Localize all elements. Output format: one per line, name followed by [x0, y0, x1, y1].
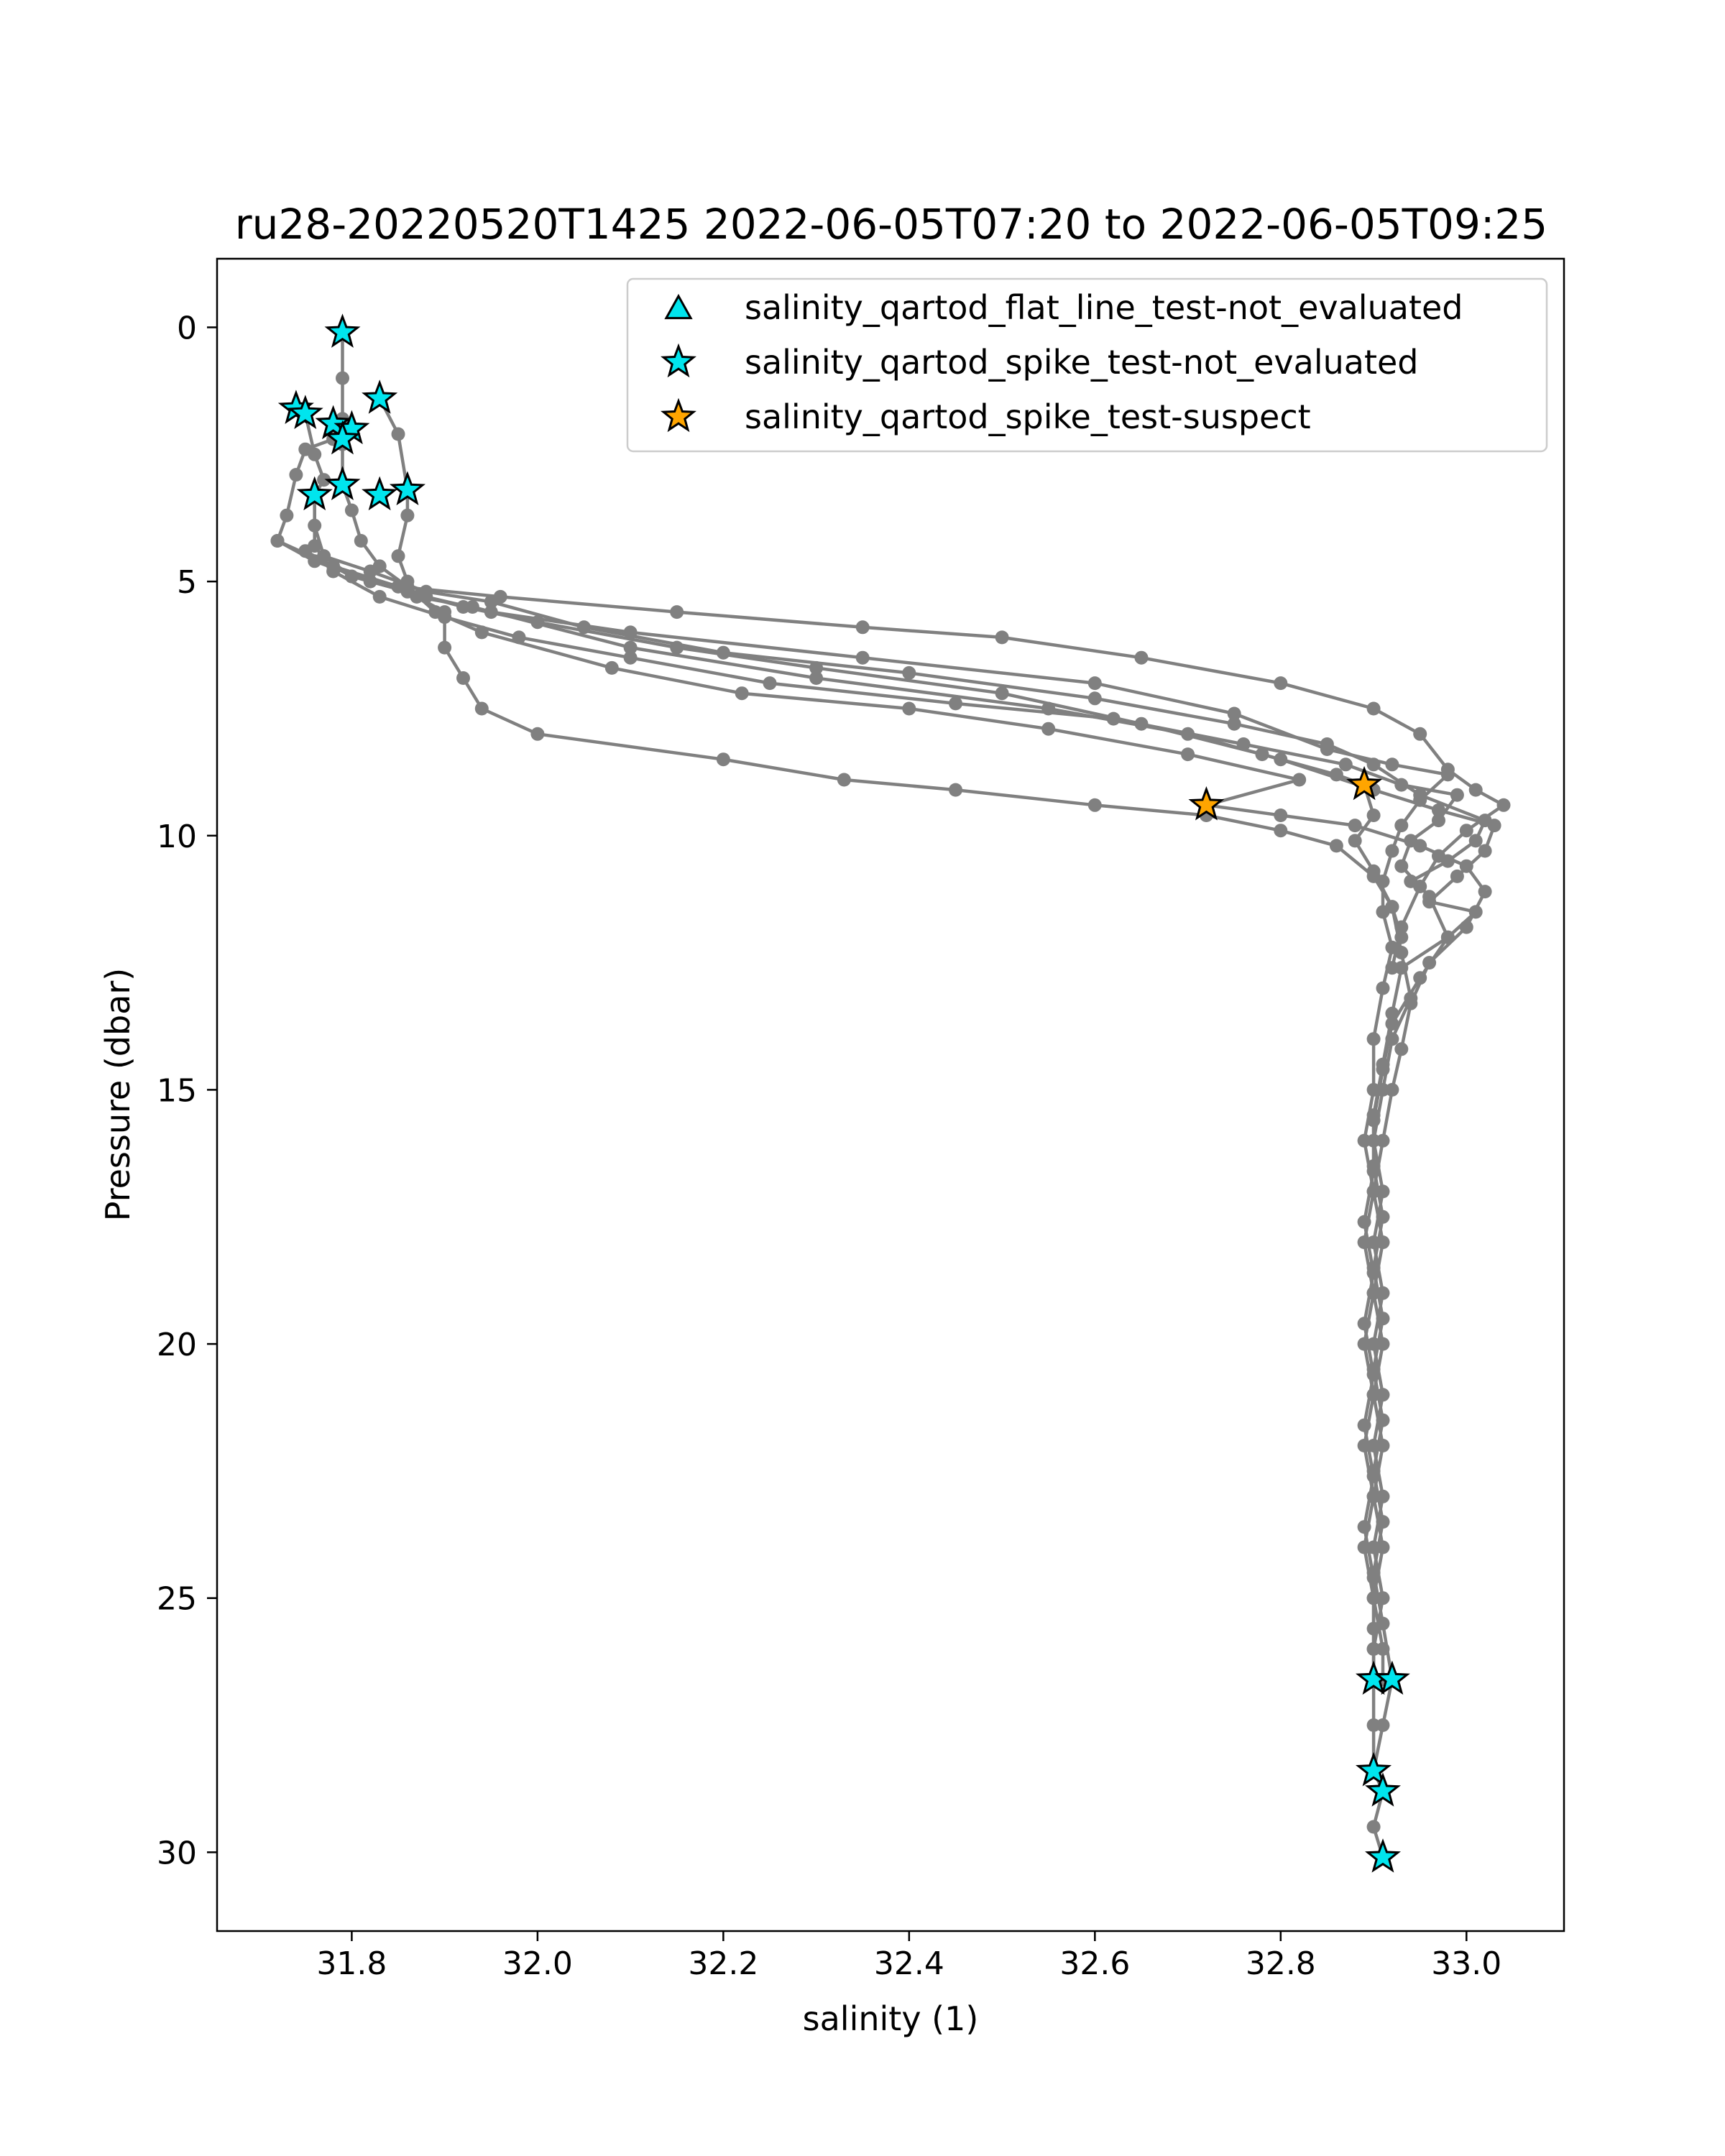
- profile-point: [1422, 890, 1436, 903]
- profile-point: [1385, 1083, 1399, 1097]
- profile-point: [1469, 905, 1483, 918]
- profile-point: [438, 641, 451, 655]
- profile-point: [1358, 1520, 1371, 1534]
- profile-point: [902, 666, 916, 680]
- y-tick-label: 15: [157, 1072, 197, 1110]
- profile-point: [1367, 1490, 1381, 1503]
- profile-point: [530, 615, 544, 629]
- profile-point: [1041, 722, 1055, 736]
- profile-point: [1376, 1515, 1390, 1529]
- profile-point: [1367, 808, 1381, 822]
- profile-point: [1385, 900, 1399, 913]
- x-tick-label: 32.6: [1059, 1945, 1131, 1982]
- profile-point: [1413, 788, 1427, 802]
- profile-point: [1367, 1470, 1381, 1483]
- profile-point: [1478, 844, 1492, 858]
- profile-point: [298, 544, 312, 558]
- profile-point: [438, 605, 451, 619]
- profile-point: [1367, 1820, 1381, 1834]
- profile-point: [1394, 819, 1408, 832]
- profile-point: [456, 671, 470, 685]
- profile-point: [1088, 691, 1102, 705]
- profile-point: [1367, 1368, 1381, 1381]
- profile-point: [1394, 1042, 1408, 1056]
- profile-point: [856, 651, 870, 665]
- profile-point: [373, 590, 387, 604]
- profile-point: [475, 702, 489, 716]
- profile-point: [1292, 773, 1306, 787]
- profile-point: [1339, 757, 1353, 771]
- profile-point: [1376, 1337, 1390, 1351]
- profile-point: [1394, 860, 1408, 873]
- profile-point: [1376, 1718, 1390, 1732]
- profile-point: [512, 630, 526, 644]
- profile-point: [670, 641, 684, 655]
- profile-point: [1422, 956, 1436, 969]
- y-axis-label: Pressure (dbar): [98, 967, 137, 1222]
- profile-point: [280, 509, 293, 522]
- profile-point: [1497, 798, 1511, 812]
- profile-point: [717, 752, 730, 766]
- profile-point: [336, 372, 349, 385]
- profile-point: [1367, 757, 1381, 771]
- profile-point: [1376, 1210, 1390, 1224]
- y-tick-label: 20: [157, 1327, 197, 1364]
- profile-point: [392, 549, 405, 563]
- y-tick-label: 5: [177, 564, 197, 602]
- profile-point: [1041, 702, 1055, 716]
- x-tick-label: 32.8: [1245, 1945, 1316, 1982]
- profile-point: [1376, 982, 1390, 995]
- profile-point: [419, 585, 433, 599]
- profile-point: [809, 661, 823, 675]
- profile-point: [1320, 737, 1334, 751]
- profile-point: [289, 468, 303, 482]
- profile-point: [345, 504, 359, 517]
- profile-point: [1450, 788, 1464, 802]
- profile-point: [995, 630, 1009, 644]
- profile-point: [1358, 1215, 1371, 1229]
- profile-point: [1413, 727, 1427, 741]
- profile-point: [1460, 921, 1473, 934]
- profile-point: [1367, 1113, 1381, 1127]
- profile-point: [1404, 875, 1417, 888]
- profile-point: [1432, 814, 1445, 827]
- profile-point: [1367, 1266, 1381, 1280]
- profile-point: [484, 595, 498, 609]
- y-tick-label: 10: [157, 818, 197, 855]
- profile-point: [475, 625, 489, 639]
- profile-point: [1274, 824, 1287, 837]
- profile-point: [1237, 737, 1251, 751]
- profile-point: [1394, 921, 1408, 934]
- profile-point: [1367, 1032, 1381, 1046]
- profile-point: [1367, 702, 1381, 716]
- profile-point: [949, 696, 962, 710]
- profile-point: [1367, 1622, 1381, 1636]
- profile-point: [1376, 1414, 1390, 1427]
- profile-point: [308, 519, 321, 533]
- profile-point: [1394, 946, 1408, 959]
- x-axis-label: salinity (1): [802, 1999, 979, 2038]
- profile-point: [326, 559, 340, 573]
- profile-point: [577, 620, 591, 634]
- profile-point: [1385, 1032, 1399, 1046]
- profile-point: [364, 565, 377, 579]
- profile-point: [1358, 1419, 1371, 1432]
- x-tick-label: 32.0: [502, 1945, 573, 1982]
- profile-point: [1330, 768, 1343, 781]
- profile-point: [1376, 1134, 1390, 1148]
- profile-point: [670, 605, 684, 619]
- x-tick-label: 32.2: [688, 1945, 759, 1982]
- profile-point: [1450, 870, 1464, 883]
- profile-point: [1441, 854, 1455, 868]
- profile-point: [1274, 752, 1287, 766]
- legend-label: salinity_qartod_spike_test-not_evaluated: [745, 343, 1419, 382]
- profile-point: [308, 448, 321, 461]
- profile-point: [317, 549, 331, 563]
- profile-point: [856, 620, 870, 634]
- profile-point: [763, 676, 777, 690]
- profile-point: [1469, 834, 1483, 847]
- legend-label: salinity_qartod_spike_test-suspect: [745, 397, 1311, 436]
- profile-point: [271, 534, 285, 548]
- chart-title: ru28-20220520T1425 2022-06-05T07:20 to 2022-06-05T09:25: [234, 200, 1548, 249]
- profile-point: [392, 580, 405, 594]
- profile-point: [624, 625, 638, 639]
- profile-point: [1367, 870, 1381, 883]
- profile-point: [1088, 798, 1102, 812]
- profile-point: [1367, 1571, 1381, 1585]
- profile-point: [1404, 997, 1417, 1010]
- legend-label: salinity_qartod_flat_line_test-not_evaluated: [745, 288, 1463, 327]
- profile-point: [1367, 1164, 1381, 1178]
- profile-point: [1478, 814, 1492, 827]
- profile-point: [1088, 676, 1102, 690]
- profile-point: [1376, 1312, 1390, 1325]
- profile-point: [1385, 757, 1399, 771]
- profile-point: [1135, 651, 1149, 665]
- profile-point: [1228, 717, 1241, 731]
- profile-point: [735, 686, 749, 700]
- profile-point: [400, 509, 414, 522]
- profile-point: [995, 686, 1009, 700]
- profile-point: [345, 570, 359, 584]
- profile-point: [1256, 747, 1269, 761]
- profile-point: [837, 773, 851, 787]
- profile-point: [392, 428, 405, 441]
- profile-point: [1181, 747, 1195, 761]
- profile-point: [1376, 1235, 1390, 1249]
- profile-point: [1358, 1317, 1371, 1330]
- profile-point: [1385, 1017, 1399, 1031]
- profile-point: [1385, 961, 1399, 975]
- x-tick-label: 33.0: [1431, 1945, 1502, 1982]
- profile-point: [1181, 727, 1195, 741]
- profile-point: [1376, 1642, 1390, 1656]
- profile-point: [1441, 763, 1455, 776]
- profile-point: [1367, 1286, 1381, 1300]
- profile-point: [1460, 860, 1473, 873]
- profile-point: [1394, 778, 1408, 792]
- profile-point: [902, 702, 916, 716]
- profile-point: [1107, 712, 1121, 726]
- profile-point: [1348, 819, 1362, 832]
- profile-point: [605, 661, 619, 675]
- profile-point: [717, 646, 730, 660]
- profile-point: [624, 651, 638, 665]
- profile-point: [1376, 1439, 1390, 1452]
- profile-point: [354, 534, 368, 548]
- profile-point: [949, 783, 962, 797]
- profile-point: [456, 600, 470, 614]
- x-tick-label: 31.8: [316, 1945, 387, 1982]
- profile-point: [1367, 1388, 1381, 1401]
- profile-point: [1376, 1063, 1390, 1077]
- legend: [627, 279, 1547, 451]
- profile-point: [1348, 834, 1362, 847]
- y-tick-label: 25: [157, 1580, 197, 1618]
- y-tick-label: 0: [177, 310, 197, 347]
- profile-point: [1135, 717, 1149, 731]
- y-tick-label: 30: [157, 1835, 197, 1872]
- profile-point: [530, 727, 544, 741]
- profile-point: [1330, 839, 1343, 852]
- profile-point: [1469, 783, 1483, 797]
- profile-point: [1478, 885, 1492, 898]
- profile-point: [1274, 676, 1287, 690]
- profile-point: [1385, 844, 1399, 858]
- x-tick-label: 32.4: [873, 1945, 944, 1982]
- profile-point: [1367, 1591, 1381, 1605]
- profile-point: [1441, 931, 1455, 944]
- profile-point: [1460, 824, 1473, 837]
- profile-point: [1413, 971, 1427, 985]
- profile-point: [1274, 808, 1287, 822]
- profile-point: [1367, 1184, 1381, 1198]
- profile-point: [1404, 834, 1417, 847]
- profile-point: [1376, 1541, 1390, 1554]
